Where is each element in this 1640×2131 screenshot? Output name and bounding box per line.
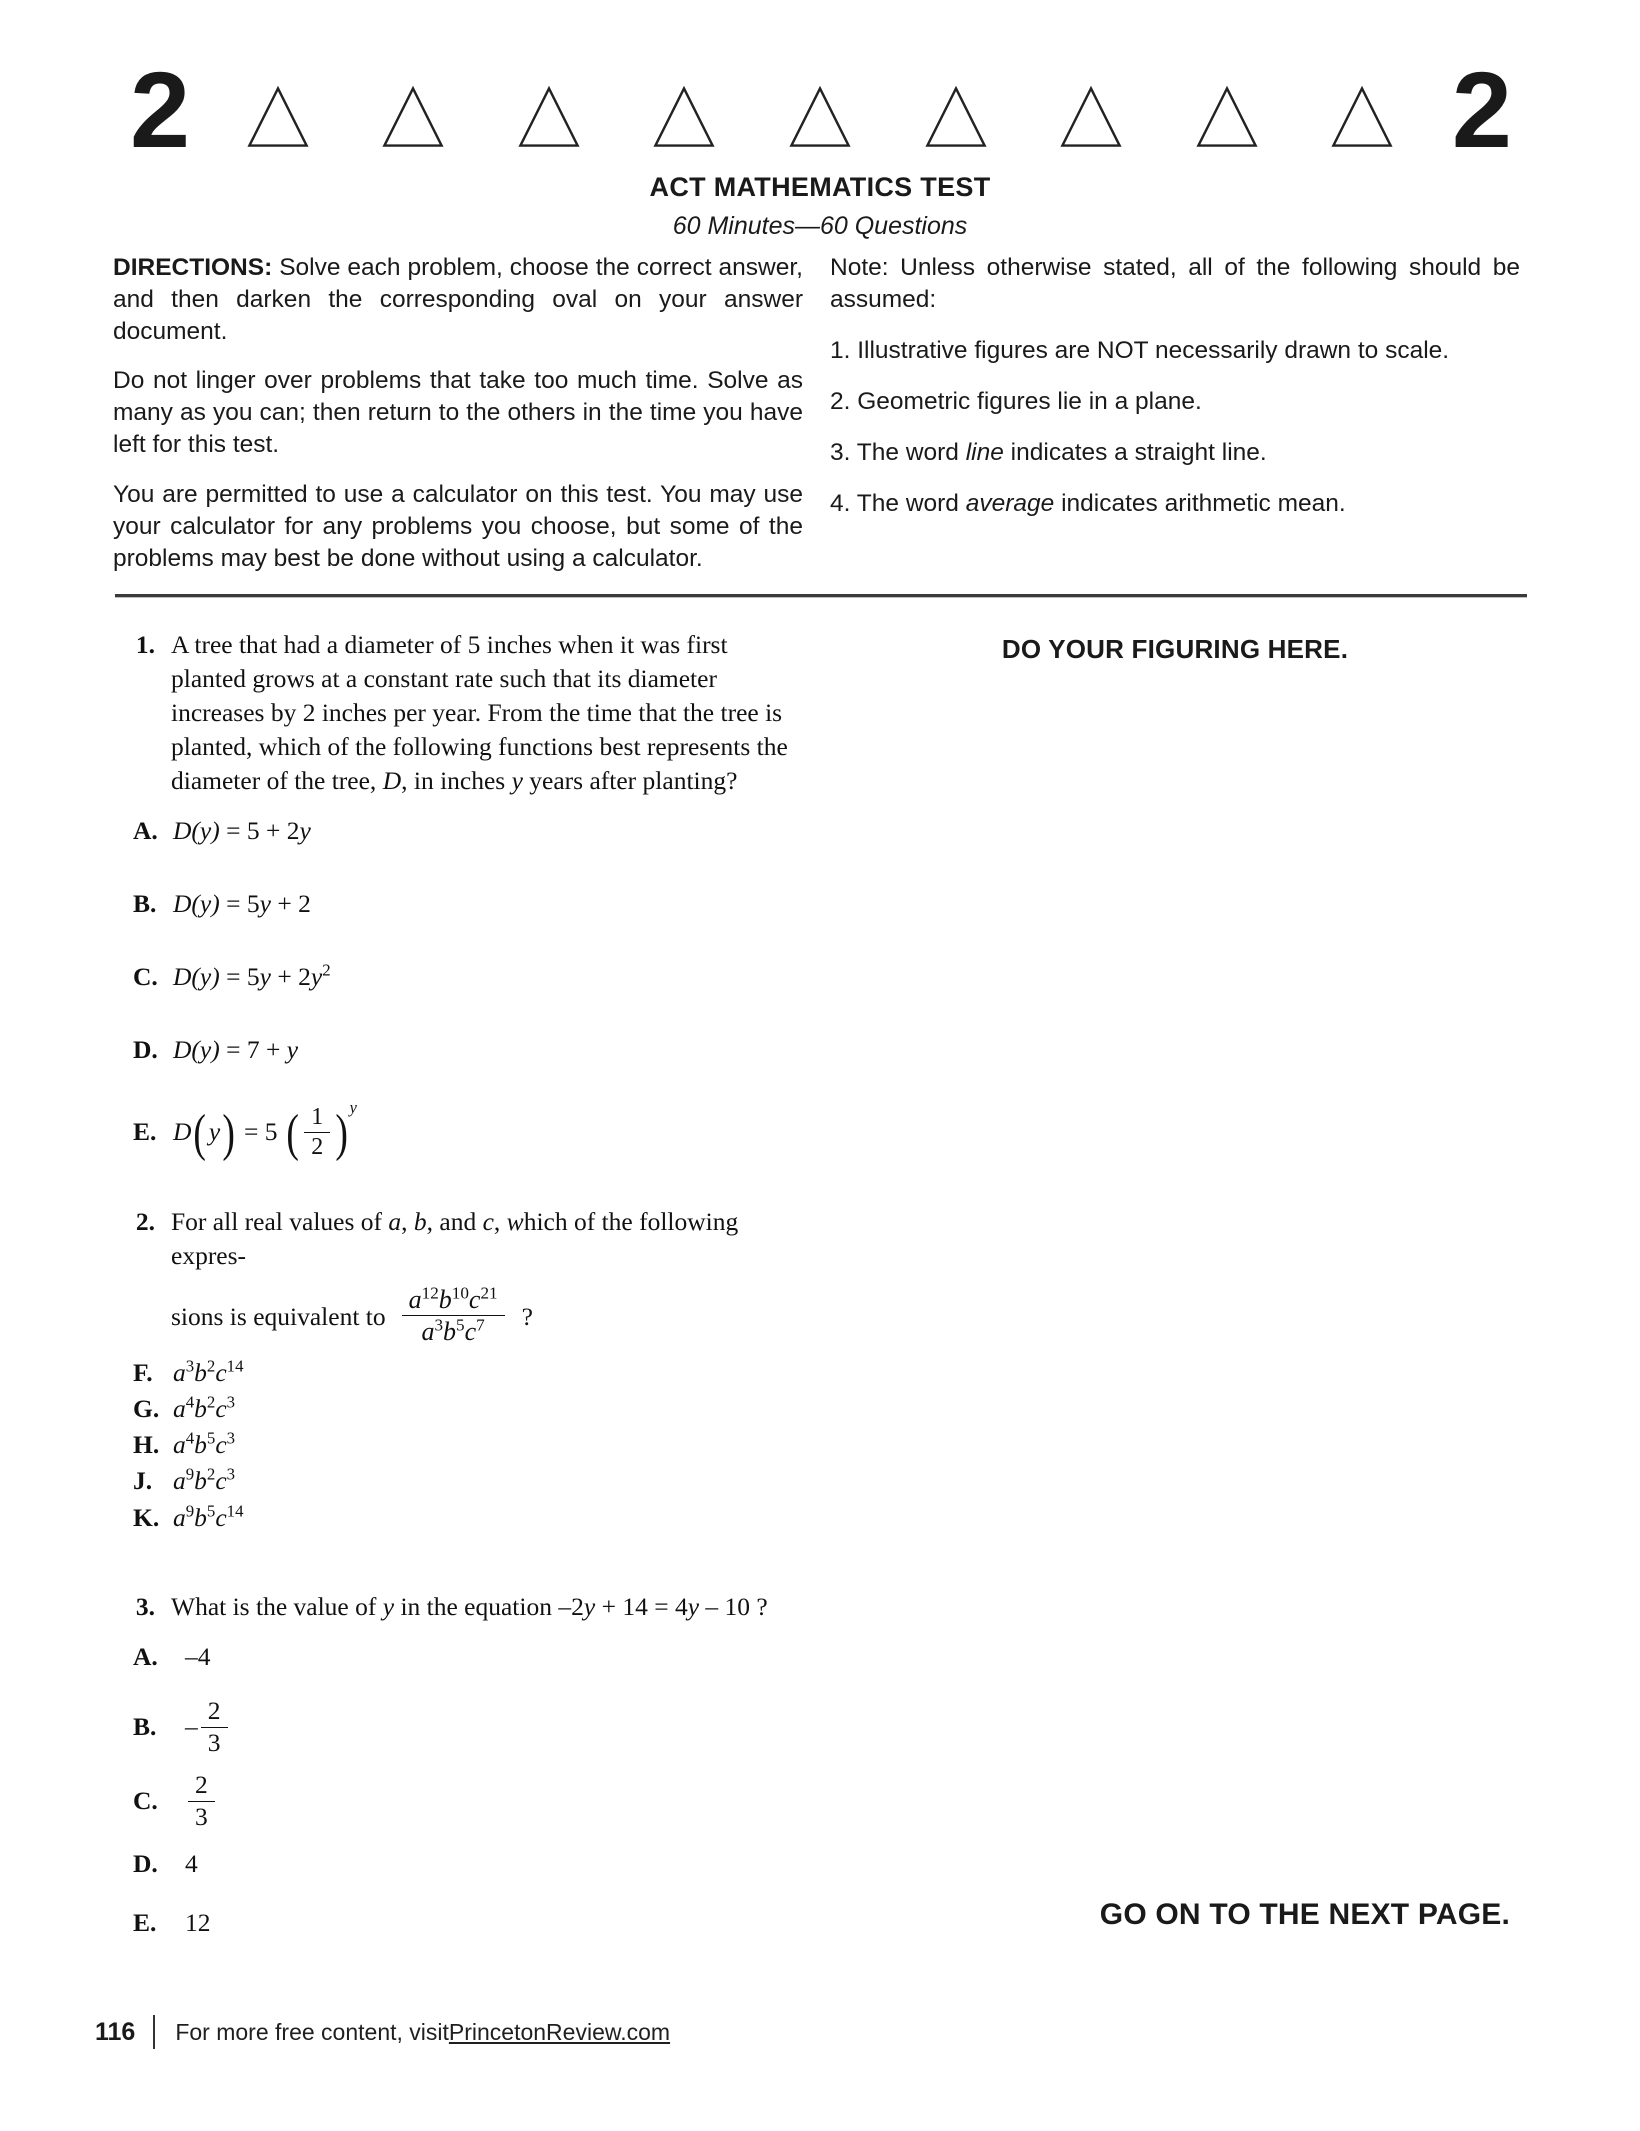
triangle-outline-icon — [923, 84, 989, 150]
exp-c: 3 — [226, 1392, 236, 1412]
choice-value — [173, 1392, 235, 1425]
page-footer — [95, 2015, 670, 2049]
question-2-number: 2. — [135, 1207, 155, 1236]
num-base-c: c — [468, 1284, 481, 1314]
choice-3-b[interactable] — [113, 1696, 813, 1759]
choice-2-k[interactable] — [113, 1501, 813, 1534]
exp-a: 9 — [185, 1464, 195, 1484]
triangle-row — [188, 84, 1452, 158]
choice-value: D(y) = 5y + 2 — [173, 888, 311, 918]
choice-value: D(y) = 5 + 2y — [173, 815, 311, 845]
notes-item-1: 1. Illustrative figures are NOT necessarily drawn to scale. — [830, 337, 1450, 365]
directions-block — [113, 252, 803, 575]
question-2 — [113, 1205, 813, 1537]
choice-1-d[interactable] — [113, 1033, 803, 1066]
den-base-a: a — [421, 1316, 435, 1346]
num-base-a: a — [408, 1284, 422, 1314]
choice-letter: B. — [133, 1711, 157, 1741]
choice-1-c[interactable] — [113, 960, 803, 993]
choice-letter: A. — [133, 815, 158, 845]
choice-1-b[interactable] — [113, 887, 803, 920]
section-number-left: 2 — [130, 48, 189, 170]
negative-sign: – — [185, 1711, 198, 1741]
princeton-review-link[interactable]: PrincetonReview.com — [448, 2018, 671, 2045]
choice-value: $D(y) = 5y + 2y^2$ — [173, 960, 331, 991]
section-number-right: 2 — [1451, 48, 1510, 170]
choice-letter: E. — [133, 1908, 157, 1938]
den-base-b: b — [443, 1316, 457, 1346]
triangle-outline-icon — [516, 84, 582, 150]
question-3-stem — [113, 1590, 813, 1624]
choice-letter: G. — [133, 1394, 160, 1424]
choice-letter: J. — [133, 1466, 153, 1496]
choice-letter: C. — [133, 961, 158, 991]
question-1-stem — [113, 628, 803, 798]
fraction-denominator — [414, 1316, 491, 1346]
choice-1-e[interactable] — [113, 1098, 803, 1163]
notes-item-3-emphasis: line — [965, 439, 1004, 467]
base-c: c — [215, 1466, 227, 1496]
choice-letter: A. — [133, 1641, 158, 1671]
fraction-denominator: 3 — [207, 1727, 221, 1757]
question-2-stem-line2 — [171, 1283, 813, 1348]
question-1-choices — [113, 814, 803, 1163]
choice-letter: H. — [133, 1430, 160, 1460]
choice-2-h[interactable] — [113, 1428, 813, 1461]
exp-a: 4 — [185, 1428, 195, 1448]
exp-a: 9 — [185, 1501, 195, 1521]
exp-c: 14 — [226, 1501, 244, 1521]
triangle-outline-icon — [1329, 84, 1395, 150]
base-c: c — [215, 1394, 227, 1424]
directions-paragraph-1 — [113, 252, 803, 348]
choice-letter: K. — [133, 1502, 160, 1532]
choice-value — [173, 1356, 244, 1389]
exp-a: 3 — [185, 1356, 195, 1376]
base-a: a — [173, 1358, 186, 1388]
notes-item-4-emphasis: average — [965, 490, 1055, 518]
base-b: b — [194, 1394, 207, 1424]
horizontal-divider — [115, 594, 1527, 598]
choice-3-a[interactable] — [113, 1640, 813, 1673]
exp-c: 14 — [226, 1356, 244, 1376]
base-a: a — [173, 1430, 186, 1460]
base-c: c — [215, 1502, 227, 1532]
question-3-choices — [113, 1640, 813, 1940]
num-base-b: b — [438, 1284, 452, 1314]
choice-value: 4 — [185, 1849, 198, 1879]
notes-block — [830, 252, 1520, 521]
notes-item-4-post: indicates arithmetic mean. — [1054, 490, 1346, 518]
question-2-question-mark: ? — [521, 1302, 533, 1332]
page-title: ACT MATHEMATICS TEST — [649, 172, 991, 202]
base-a: a — [173, 1394, 186, 1424]
num-exp-c: 21 — [480, 1283, 498, 1303]
choice-letter: D. — [133, 1849, 158, 1879]
question-3-text: What is the value of y in the equation –2y + 14 = 4y – 10 ? — [171, 1592, 768, 1621]
notes-item-3-pre: 3. The word — [830, 439, 966, 467]
directions-text-1: Solve each problem, choose the correct answer, and then darken the corresponding oval on your answer document. — [113, 254, 803, 346]
page-number: 116 — [95, 2017, 136, 2046]
triangle-outline-icon — [245, 84, 311, 150]
footer-text: For more free content, visit — [175, 2018, 449, 2045]
triangle-outline-icon — [1058, 84, 1124, 150]
fraction-numerator: 2 — [201, 1697, 228, 1728]
choice-value — [173, 1428, 235, 1461]
choice-value: –4 — [185, 1641, 211, 1671]
exp-b: 2 — [206, 1464, 216, 1484]
choice-3-d[interactable] — [113, 1847, 813, 1880]
choice-2-j[interactable] — [113, 1464, 813, 1497]
question-1 — [113, 628, 803, 1203]
choice-2-f[interactable] — [113, 1356, 813, 1389]
den-exp-b: 5 — [456, 1315, 465, 1335]
question-2-text-continued: sions is equivalent to — [171, 1302, 386, 1332]
choice-value: 12 — [185, 1908, 211, 1938]
question-3 — [113, 1590, 813, 1966]
page-subtitle: 60 Minutes—60 Questions — [672, 212, 968, 240]
exp-a: 4 — [185, 1392, 195, 1412]
choice-letter: F. — [133, 1358, 153, 1388]
base-b: b — [194, 1502, 207, 1532]
triangle-outline-icon — [787, 84, 853, 150]
choice-value — [173, 1501, 244, 1534]
exponent: y — [349, 1098, 357, 1118]
choice-value — [185, 1770, 218, 1833]
base-a: a — [173, 1466, 186, 1496]
directions-paragraph-2: Do not linger over problems that take too much time. Solve as many as you can; then return to the others in the time you have left for this test. — [113, 367, 803, 459]
notes-item-3-post: indicates a straight line. — [1003, 439, 1267, 467]
choice-letter: D. — [133, 1034, 158, 1064]
den-exp-c: 7 — [476, 1315, 485, 1335]
choice-value — [173, 1464, 235, 1497]
num-exp-b: 10 — [451, 1283, 469, 1303]
fraction-denominator: 2 — [311, 1133, 324, 1160]
question-1-text: A tree that had a diameter of 5 inches when it was first planted grows at a constant rate such that its diameter increases by 2 inches per year. From the time that the tree is planted, which of the following functions best represents the diameter of the tree, D, in inches y years after planting? — [171, 630, 788, 795]
base-a: a — [173, 1502, 186, 1532]
exp-c: 3 — [226, 1428, 236, 1448]
base-b: b — [194, 1430, 207, 1460]
den-base-c: c — [464, 1316, 477, 1346]
choice-letter: B. — [133, 888, 157, 918]
exp-c: 3 — [226, 1464, 236, 1484]
triangle-outline-icon — [380, 84, 446, 150]
question-3-number: 3. — [135, 1592, 155, 1621]
exponent-fraction — [402, 1285, 505, 1346]
base-c: c — [215, 1358, 227, 1388]
base-b: b — [194, 1466, 207, 1496]
question-2-stem — [113, 1205, 813, 1273]
fraction-denominator: 3 — [195, 1801, 208, 1831]
figuring-heading: DO YOUR FIGURING HERE. — [1001, 634, 1349, 664]
choice-3-e[interactable] — [113, 1906, 813, 1939]
question-2-text: For all real values of a, b, and c, which of the following expres- — [171, 1207, 739, 1270]
directions-label: DIRECTIONS: — [113, 254, 273, 281]
directions-paragraph-3: You are permitted to use a calculator on this test. You may use your calculator for any problems you choose, but some of the problems may best be done without using a calculator. — [113, 480, 803, 572]
go-on-heading: GO ON TO THE NEXT PAGE. — [1099, 1898, 1510, 1931]
exp-b: 2 — [206, 1356, 216, 1376]
fraction-numerator: 2 — [188, 1771, 215, 1802]
num-exp-a: 12 — [421, 1283, 439, 1303]
section-banner — [130, 28, 1510, 170]
choice-value: D(y) = 5 ( $\frac{1}{2}$ )$^y$ — [173, 1098, 357, 1162]
choice-1-a[interactable] — [113, 814, 803, 847]
choice-letter: C. — [133, 1786, 158, 1816]
choice-3-c[interactable] — [113, 1770, 813, 1833]
exp-b: 5 — [206, 1501, 216, 1521]
question-2-choices — [113, 1356, 813, 1534]
notes-item-2: 2. Geometric figures lie in a plane. — [830, 388, 1202, 416]
triangle-outline-icon — [651, 84, 717, 150]
notes-item-4 — [830, 488, 1520, 520]
base-b: b — [194, 1358, 207, 1388]
footer-divider — [153, 2015, 155, 2049]
choice-letter: E. — [133, 1117, 157, 1147]
choice-2-g[interactable] — [113, 1392, 813, 1425]
exp-b: 2 — [206, 1392, 216, 1412]
fraction-numerator — [402, 1285, 505, 1316]
choice-value — [185, 1696, 231, 1759]
notes-intro: Note: Unless otherwise stated, all of the following should be assumed: — [830, 254, 1520, 314]
choice-value: D(y) = 7 + y — [173, 1034, 299, 1064]
notes-item-3 — [830, 437, 1520, 469]
question-1-number: 1. — [135, 630, 155, 659]
fraction-numerator: 1 — [304, 1104, 330, 1133]
notes-item-4-pre: 4. The word — [830, 490, 966, 518]
den-exp-a: 3 — [434, 1315, 444, 1335]
base-c: c — [215, 1430, 227, 1460]
triangle-outline-icon — [1194, 84, 1260, 150]
exp-b: 5 — [206, 1428, 216, 1448]
